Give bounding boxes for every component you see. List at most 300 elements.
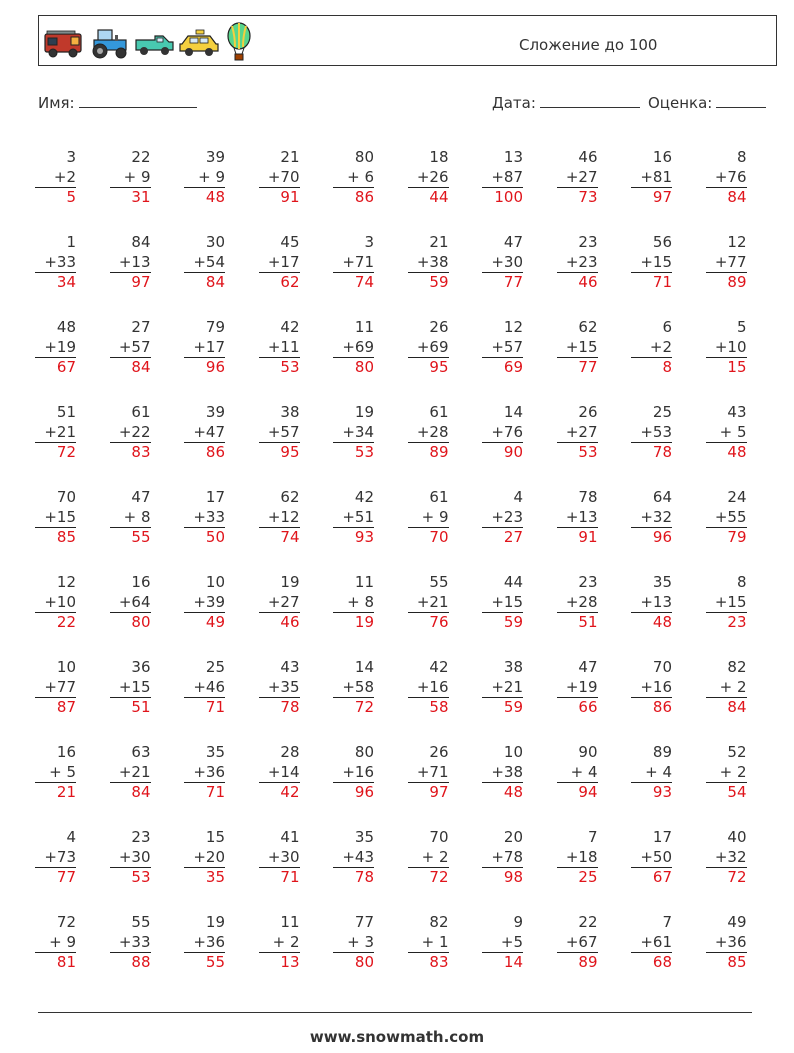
- first-addend: 16: [652, 148, 672, 166]
- first-addend: 28: [280, 743, 300, 761]
- second-addend: + 9: [421, 507, 449, 526]
- addition-problem: [113, 743, 151, 802]
- addition-problem: [709, 403, 747, 462]
- answer: 67: [631, 867, 672, 887]
- answer: 78: [259, 697, 300, 717]
- answer: 42: [259, 782, 300, 802]
- footer-site: www.snowmath.com: [309, 1028, 485, 1046]
- first-addend: 19: [280, 573, 300, 591]
- answer: 44: [408, 187, 449, 207]
- first-addend: 23: [131, 828, 151, 846]
- second-addend: + 9: [123, 167, 151, 186]
- addition-problem: [411, 318, 449, 377]
- addition-problem: [38, 913, 76, 972]
- second-addend: +33: [118, 932, 151, 951]
- first-addend: 63: [131, 743, 151, 761]
- second-addend: + 4: [570, 762, 598, 781]
- answer: 34: [35, 272, 76, 292]
- first-addend: 82: [429, 913, 449, 931]
- answer: 83: [408, 952, 449, 972]
- first-addend: 13: [503, 148, 523, 166]
- answer: 22: [35, 612, 76, 632]
- second-addend: +13: [565, 507, 598, 526]
- problem-row: [38, 403, 758, 488]
- answer: 35: [184, 867, 225, 887]
- addition-problem: [709, 658, 747, 717]
- answer: 8: [631, 357, 672, 377]
- answer: 62: [259, 272, 300, 292]
- problem-row: [38, 743, 758, 828]
- first-addend: 38: [503, 658, 523, 676]
- addition-problem: [262, 743, 300, 802]
- second-addend: +10: [44, 592, 76, 611]
- answer: 73: [557, 187, 598, 207]
- second-addend: +12: [267, 507, 300, 526]
- answer: 71: [184, 782, 225, 802]
- second-addend: +21: [491, 677, 523, 696]
- addition-problem: [485, 913, 523, 972]
- addition-problem: [113, 658, 151, 717]
- second-addend: +76: [714, 167, 747, 186]
- first-addend: 25: [652, 403, 672, 421]
- second-addend: +76: [491, 422, 523, 441]
- second-addend: +54: [193, 252, 225, 271]
- answer: 49: [184, 612, 225, 632]
- addition-problem: [336, 743, 374, 802]
- addition-problem: [560, 658, 598, 717]
- first-addend: 4: [66, 828, 76, 846]
- second-addend: +33: [193, 507, 225, 526]
- second-addend: +58: [342, 677, 374, 696]
- first-addend: 72: [56, 913, 76, 931]
- addition-problem: [411, 743, 449, 802]
- addition-problem: [560, 318, 598, 377]
- first-addend: 21: [429, 233, 449, 251]
- second-addend: +13: [640, 592, 672, 611]
- first-addend: 52: [727, 743, 747, 761]
- answer: 81: [35, 952, 76, 972]
- addition-problem: [634, 403, 672, 462]
- second-addend: +2: [53, 167, 76, 186]
- taxi-icon: [178, 22, 221, 62]
- first-addend: 10: [205, 573, 225, 591]
- addition-problem: [38, 743, 76, 802]
- addition-problem: [336, 488, 374, 547]
- addition-problem: [38, 658, 76, 717]
- addition-problem: [187, 828, 225, 887]
- addition-problem: [485, 318, 523, 377]
- second-addend: +15: [640, 252, 672, 271]
- second-addend: +36: [193, 762, 225, 781]
- first-addend: 19: [354, 403, 374, 421]
- addition-problem: [113, 573, 151, 632]
- second-addend: +35: [267, 677, 300, 696]
- first-addend: 70: [429, 828, 449, 846]
- first-addend: 4: [513, 488, 523, 506]
- second-addend: +69: [342, 337, 374, 356]
- first-addend: 17: [652, 828, 672, 846]
- answer: 78: [333, 867, 374, 887]
- first-addend: 55: [429, 573, 449, 591]
- answer: 84: [110, 782, 151, 802]
- answer: 100: [482, 187, 523, 207]
- first-addend: 70: [652, 658, 672, 676]
- first-addend: 9: [513, 913, 523, 931]
- first-addend: 23: [578, 573, 598, 591]
- addition-problem: [709, 148, 747, 207]
- addition-problem: [187, 233, 225, 292]
- problem-row: [38, 828, 758, 913]
- second-addend: + 2: [421, 847, 449, 866]
- addition-problem: [560, 403, 598, 462]
- first-addend: 22: [578, 913, 598, 931]
- second-addend: +69: [416, 337, 449, 356]
- date-label: Дата:: [492, 94, 536, 112]
- first-addend: 55: [131, 913, 151, 931]
- second-addend: +71: [416, 762, 449, 781]
- second-addend: +19: [44, 337, 76, 356]
- problem-row: [38, 233, 758, 318]
- addition-problem: [113, 488, 151, 547]
- second-addend: +16: [342, 762, 374, 781]
- first-addend: 14: [354, 658, 374, 676]
- answer: 93: [631, 782, 672, 802]
- score-blank: [716, 94, 766, 108]
- addition-problem: [336, 573, 374, 632]
- addition-problem: [113, 148, 151, 207]
- addition-problem: [634, 658, 672, 717]
- answer: 80: [333, 952, 374, 972]
- first-addend: 43: [280, 658, 300, 676]
- answer: 96: [631, 527, 672, 547]
- first-addend: 82: [727, 658, 747, 676]
- answer: 58: [408, 697, 449, 717]
- addition-problem: [560, 743, 598, 802]
- second-addend: + 4: [645, 762, 672, 781]
- answer: 53: [110, 867, 151, 887]
- score-label: Оценка:: [648, 94, 713, 112]
- addition-problem: [262, 233, 300, 292]
- hot-air-balloon-icon: [223, 22, 255, 62]
- first-addend: 80: [354, 743, 374, 761]
- second-addend: +78: [491, 847, 523, 866]
- answer: 98: [482, 867, 523, 887]
- addition-problem: [262, 828, 300, 887]
- second-addend: +30: [491, 252, 523, 271]
- second-addend: +30: [118, 847, 151, 866]
- answer: 80: [333, 357, 374, 377]
- first-addend: 24: [727, 488, 747, 506]
- answer: 76: [408, 612, 449, 632]
- second-addend: + 8: [347, 592, 374, 611]
- answer: 74: [333, 272, 374, 292]
- addition-problem: [113, 403, 151, 462]
- answer: 70: [408, 527, 449, 547]
- answer: 46: [259, 612, 300, 632]
- first-addend: 61: [429, 488, 449, 506]
- answer: 59: [408, 272, 449, 292]
- first-addend: 46: [578, 148, 598, 166]
- second-addend: +11: [267, 337, 300, 356]
- addition-problem: [560, 828, 598, 887]
- answer: 83: [110, 442, 151, 462]
- addition-problem: [411, 403, 449, 462]
- second-addend: +51: [342, 507, 374, 526]
- addition-problem: [560, 913, 598, 972]
- second-addend: +16: [640, 677, 672, 696]
- first-addend: 47: [578, 658, 598, 676]
- addition-problem: [38, 148, 76, 207]
- second-addend: +17: [267, 252, 300, 271]
- addition-problem: [113, 913, 151, 972]
- first-addend: 90: [578, 743, 598, 761]
- first-addend: 40: [727, 828, 747, 846]
- answer: 84: [706, 187, 747, 207]
- answer: 79: [706, 527, 747, 547]
- addition-problem: [262, 148, 300, 207]
- answer: 48: [631, 612, 672, 632]
- second-addend: +47: [193, 422, 225, 441]
- second-addend: +43: [342, 847, 374, 866]
- first-addend: 89: [652, 743, 672, 761]
- addition-problem: [634, 743, 672, 802]
- first-addend: 41: [280, 828, 300, 846]
- answer: 86: [631, 697, 672, 717]
- second-addend: +17: [193, 337, 225, 356]
- addition-problem: [262, 573, 300, 632]
- addition-problem: [709, 233, 747, 292]
- answer: 97: [631, 187, 672, 207]
- addition-problem: [485, 403, 523, 462]
- answer: 48: [184, 187, 225, 207]
- addition-problem: [634, 573, 672, 632]
- first-addend: 78: [578, 488, 598, 506]
- addition-problem: [187, 913, 225, 972]
- answer: 72: [333, 697, 374, 717]
- answer: 91: [259, 187, 300, 207]
- second-addend: + 2: [719, 677, 747, 696]
- first-addend: 10: [503, 743, 523, 761]
- name-field: [38, 94, 197, 112]
- second-addend: +36: [193, 932, 225, 951]
- second-addend: + 1: [421, 932, 449, 951]
- first-addend: 6: [662, 318, 672, 336]
- second-addend: +81: [640, 167, 672, 186]
- first-addend: 26: [429, 743, 449, 761]
- answer: 66: [557, 697, 598, 717]
- addition-problem: [485, 233, 523, 292]
- first-addend: 12: [727, 233, 747, 251]
- answer: 54: [706, 782, 747, 802]
- tractor-icon: [88, 22, 131, 62]
- answer: 48: [482, 782, 523, 802]
- name-blank: [79, 94, 197, 108]
- answer: 69: [482, 357, 523, 377]
- addition-problem: [560, 573, 598, 632]
- first-addend: 18: [429, 148, 449, 166]
- addition-problem: [187, 488, 225, 547]
- first-addend: 12: [56, 573, 76, 591]
- addition-problem: [709, 573, 747, 632]
- addition-problem: [411, 488, 449, 547]
- first-addend: 36: [131, 658, 151, 676]
- first-addend: 42: [429, 658, 449, 676]
- answer: 96: [333, 782, 374, 802]
- answer: 71: [259, 867, 300, 887]
- addition-problem: [336, 318, 374, 377]
- answer: 23: [706, 612, 747, 632]
- addition-problem: [38, 318, 76, 377]
- first-addend: 70: [56, 488, 76, 506]
- answer: 59: [482, 612, 523, 632]
- addition-problem: [560, 488, 598, 547]
- problem-row: [38, 913, 758, 998]
- first-addend: 35: [354, 828, 374, 846]
- addition-problem: [411, 573, 449, 632]
- second-addend: +15: [491, 592, 523, 611]
- second-addend: +55: [714, 507, 747, 526]
- first-addend: 45: [280, 233, 300, 251]
- answer: 89: [408, 442, 449, 462]
- answer: 51: [110, 697, 151, 717]
- addition-problem: [336, 148, 374, 207]
- second-addend: +87: [491, 167, 523, 186]
- first-addend: 21: [280, 148, 300, 166]
- pickup-truck-icon: [133, 22, 176, 62]
- addition-problem: [187, 403, 225, 462]
- addition-problem: [187, 318, 225, 377]
- answer: 14: [482, 952, 523, 972]
- addition-problem: [485, 148, 523, 207]
- answer: 84: [110, 357, 151, 377]
- second-addend: +21: [44, 422, 76, 441]
- first-addend: 7: [587, 828, 598, 846]
- name-label: Имя:: [38, 94, 75, 112]
- second-addend: +34: [342, 422, 374, 441]
- second-addend: +73: [44, 847, 76, 866]
- answer: 53: [259, 357, 300, 377]
- first-addend: 44: [503, 573, 523, 591]
- second-addend: +10: [714, 337, 747, 356]
- addition-problem: [336, 233, 374, 292]
- first-addend: 35: [205, 743, 225, 761]
- first-addend: 11: [354, 318, 374, 336]
- addition-problem: [38, 828, 76, 887]
- answer: 51: [557, 612, 598, 632]
- header-box: [38, 15, 777, 66]
- addition-problem: [38, 573, 76, 632]
- second-addend: +50: [640, 847, 672, 866]
- second-addend: +21: [118, 762, 151, 781]
- addition-problem: [411, 913, 449, 972]
- addition-problem: [262, 913, 300, 972]
- second-addend: +38: [416, 252, 449, 271]
- addition-problem: [634, 233, 672, 292]
- answer: 88: [110, 952, 151, 972]
- first-addend: 12: [503, 318, 523, 336]
- addition-problem: [634, 148, 672, 207]
- addition-problem: [336, 403, 374, 462]
- addition-problem: [709, 488, 747, 547]
- answer: 85: [35, 527, 76, 547]
- first-addend: 42: [280, 318, 300, 336]
- second-addend: +57: [267, 422, 300, 441]
- first-addend: 3: [364, 233, 374, 251]
- first-addend: 61: [429, 403, 449, 421]
- second-addend: +36: [714, 932, 747, 951]
- second-addend: +20: [193, 847, 225, 866]
- addition-problem: [38, 233, 76, 292]
- first-addend: 10: [56, 658, 76, 676]
- second-addend: + 9: [198, 167, 225, 186]
- second-addend: +46: [193, 677, 225, 696]
- answer: 84: [184, 272, 225, 292]
- second-addend: +15: [118, 677, 151, 696]
- first-addend: 64: [652, 488, 672, 506]
- second-addend: + 9: [49, 932, 76, 951]
- second-addend: +32: [640, 507, 672, 526]
- answer: 87: [35, 697, 76, 717]
- second-addend: +22: [118, 422, 151, 441]
- answer: 31: [110, 187, 151, 207]
- answer: 85: [706, 952, 747, 972]
- first-addend: 49: [727, 913, 747, 931]
- answer: 72: [706, 867, 747, 887]
- second-addend: +53: [640, 422, 672, 441]
- second-addend: + 2: [719, 762, 747, 781]
- answer: 95: [259, 442, 300, 462]
- first-addend: 38: [280, 403, 300, 421]
- answer: 84: [706, 697, 747, 717]
- second-addend: +71: [342, 252, 374, 271]
- answer: 27: [482, 527, 523, 547]
- answer: 96: [184, 357, 225, 377]
- first-addend: 30: [205, 233, 225, 251]
- second-addend: +61: [640, 932, 672, 951]
- answer: 67: [35, 357, 76, 377]
- second-addend: +33: [44, 252, 76, 271]
- addition-problem: [485, 488, 523, 547]
- problem-row: [38, 148, 758, 233]
- second-addend: +38: [491, 762, 523, 781]
- first-addend: 11: [354, 573, 374, 591]
- answer: 46: [557, 272, 598, 292]
- addition-problem: [709, 743, 747, 802]
- first-addend: 80: [354, 148, 374, 166]
- answer: 97: [110, 272, 151, 292]
- first-addend: 84: [131, 233, 151, 251]
- answer: 55: [110, 527, 151, 547]
- addition-problem: [336, 658, 374, 717]
- second-addend: +32: [714, 847, 747, 866]
- second-addend: +13: [118, 252, 151, 271]
- addition-problem: [336, 828, 374, 887]
- addition-problem: [113, 828, 151, 887]
- first-addend: 42: [354, 488, 374, 506]
- worksheet-title: Сложение до 100: [519, 36, 658, 54]
- first-addend: 47: [131, 488, 151, 506]
- addition-problem: [485, 573, 523, 632]
- problem-row: [38, 488, 758, 573]
- addition-problem: [634, 828, 672, 887]
- answer: 74: [259, 527, 300, 547]
- second-addend: +57: [491, 337, 523, 356]
- answer: 53: [557, 442, 598, 462]
- addition-problem: [262, 403, 300, 462]
- answer: 71: [631, 272, 672, 292]
- first-addend: 25: [205, 658, 225, 676]
- addition-problem: [485, 658, 523, 717]
